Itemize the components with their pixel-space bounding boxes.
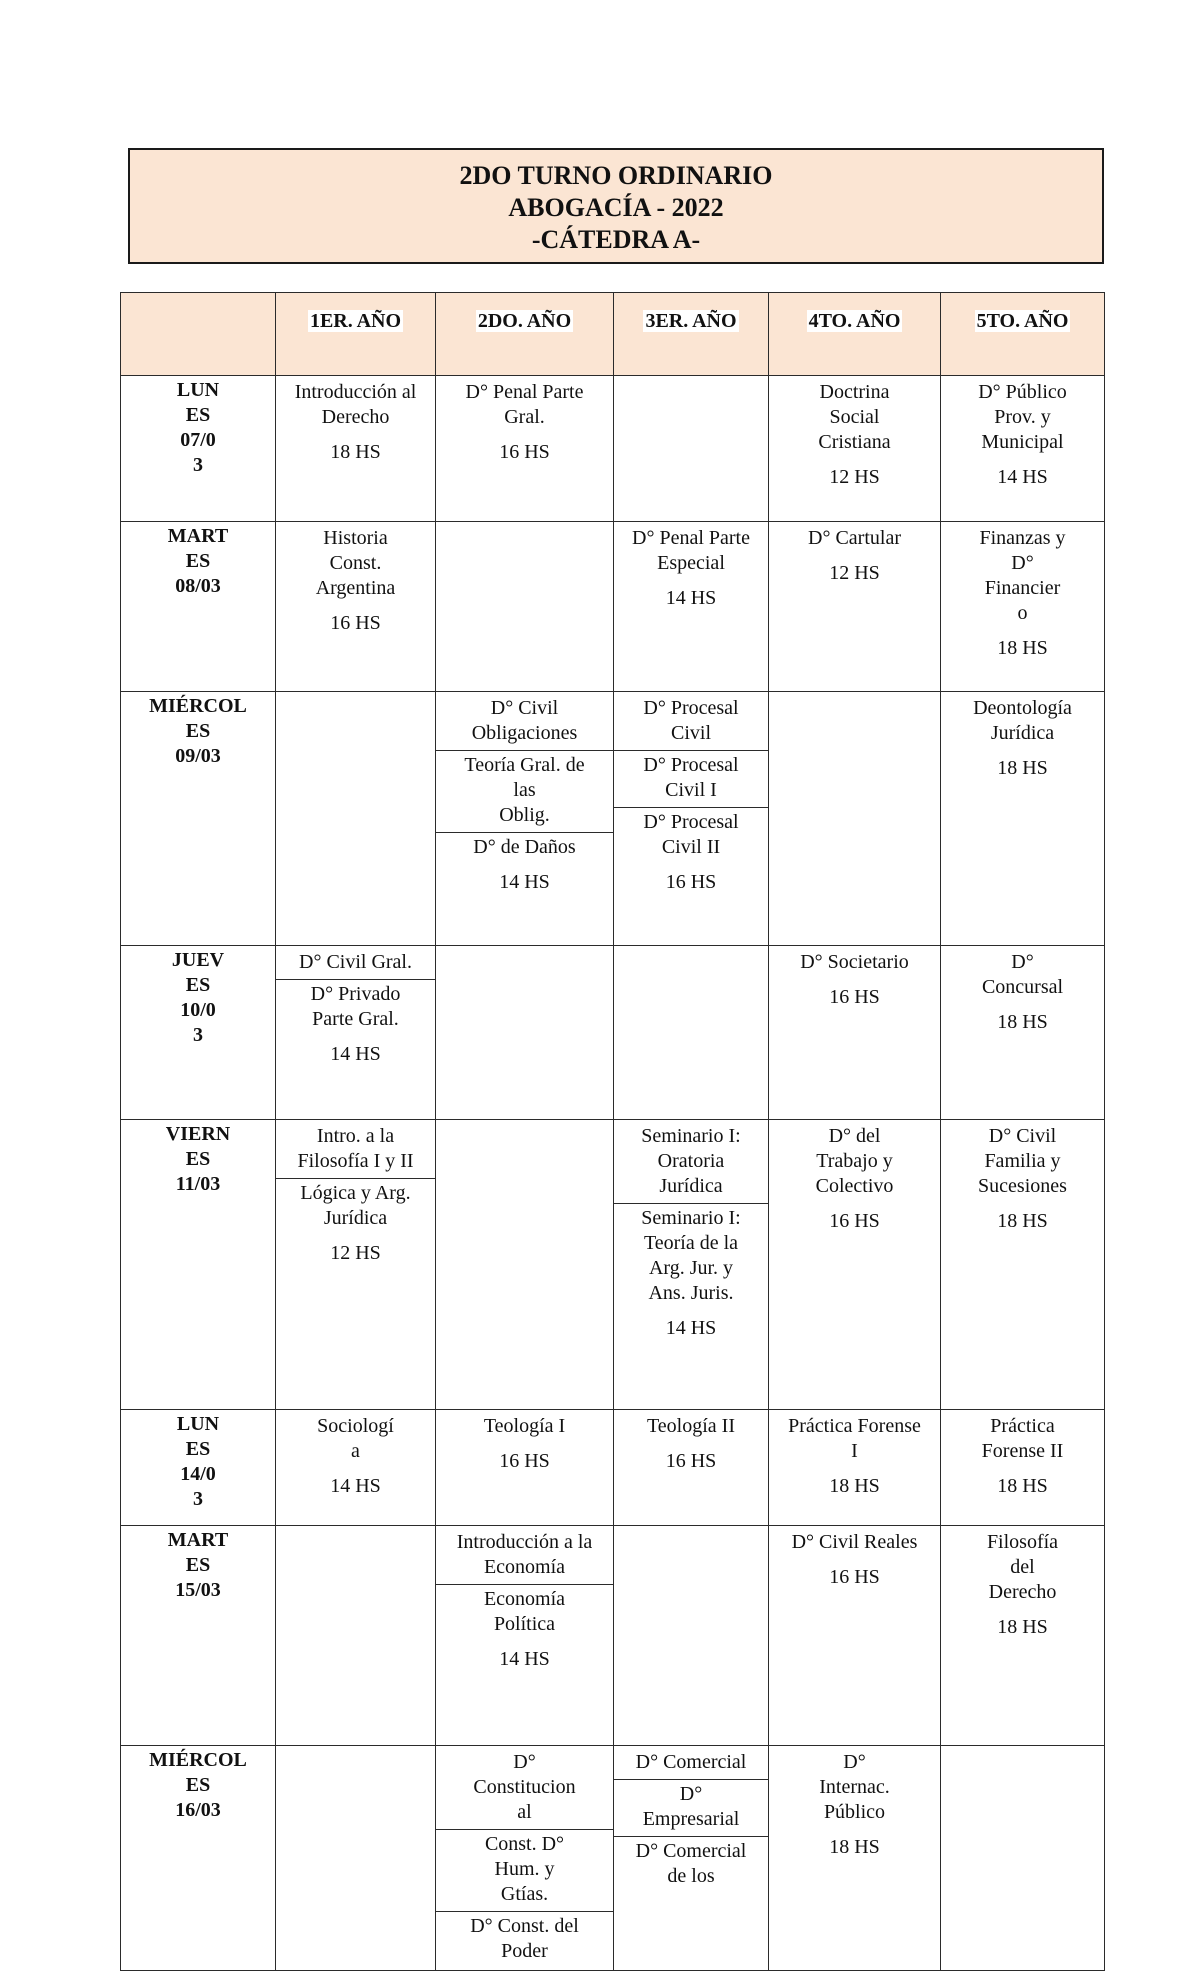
subject-name-line: o [1017,602,1028,624]
subject-name-line: D° Const. del [470,1915,579,1937]
subject-cell [769,1526,941,1746]
subject-cell [276,376,436,522]
subject-name-line: D° del [828,1125,881,1147]
schedule-table [120,292,1105,1971]
exam-time: 14 HS [665,1317,717,1339]
exam-time: 14 HS [499,1648,550,1670]
day-label-line: 11/03 [175,1173,221,1195]
subject-cell [769,1746,941,1971]
day-label-line: ES [185,974,211,996]
title-line-2: ABOGACÍA - 2022 [508,193,724,222]
subject-name-line: Oratoria [657,1150,725,1172]
subject-name-line: Finanzas y [979,527,1066,549]
subject-cell [276,1526,436,1746]
exam-time: 12 HS [829,562,880,584]
schedule-row [121,1120,1105,1410]
subject-name-line: Arg. Jur. y [648,1257,734,1279]
subject-name-line: D° Penal Parte [632,527,750,549]
subject-name-line: Poder [501,1940,548,1962]
subject-name-line: Hum. y [494,1858,555,1880]
subject-entry [280,1412,431,1501]
subject-name-line: Seminario I: [641,1125,741,1147]
subject-name-line: Filosofía I y II [297,1150,414,1172]
day-label-line: ES [185,1438,211,1460]
subject-entry [440,378,609,467]
subject-name-line: de los [667,1865,715,1887]
subject-cell [436,1410,614,1526]
subject-cell [436,692,614,946]
subject-cell [941,946,1105,1120]
exam-time: 16 HS [499,1450,550,1472]
subject-name-line: Civil II [661,836,721,858]
subject-cell [769,692,941,946]
subject-cell [941,522,1105,692]
day-label-line: LUN [176,379,220,401]
day-label-line: MART [167,525,229,547]
subject-name-line: Sucesiones [978,1175,1067,1197]
subject-name-line: I [851,1440,858,1462]
subject-entry [773,1528,936,1592]
subject-name-line: D° Público [978,381,1067,403]
subject-name-line: Jurídica [323,1207,388,1229]
subject-name-line: D° Procesal [643,811,739,833]
subject-name-line: del [1010,1556,1035,1578]
exam-time: 18 HS [829,1475,880,1497]
subject-name-line: las [513,779,536,801]
subject-name-line: D° [679,1783,703,1805]
day-label-line: MIÉRCOL [149,1749,247,1771]
title-line-3: -CÁTEDRA A- [531,225,701,254]
subject-cell [614,1746,769,1971]
subject-entry [614,1122,768,1204]
schedule-row [121,946,1105,1120]
subject-cell [614,946,769,1120]
subject-entry [614,1748,768,1780]
exam-time: 18 HS [997,1210,1048,1232]
day-cell [121,692,276,946]
subject-entry [614,694,768,751]
subject-entry [945,524,1100,663]
subject-entry [614,808,768,899]
subject-entry [276,980,435,1071]
subject-entry [276,1122,435,1179]
subject-cell [436,1120,614,1410]
subject-name-line: Obligaciones [471,722,578,744]
subject-name-line: Colectivo [815,1175,894,1197]
subject-name-line: Derecho [321,406,390,428]
subject-entry [280,524,431,638]
day-label-line: 08/03 [175,575,221,597]
day-cell [121,522,276,692]
subject-entry [440,1412,609,1476]
subject-entry [436,1528,613,1585]
day-label-line: 16/03 [175,1799,221,1821]
subject-name-line: D° Societario [800,951,909,973]
subject-entry [618,524,764,613]
subject-cell [941,1120,1105,1410]
day-cell [121,1526,276,1746]
exam-time: 14 HS [665,587,717,609]
subject-cell [614,522,769,692]
subject-cell [276,692,436,946]
schedule-row [121,522,1105,692]
subject-name-line: Lógica y Arg. [300,1182,411,1204]
subject-name-line: Argentina [315,577,396,599]
subject-name-line: Intro. a la [316,1125,395,1147]
subject-name-line: Especial [657,552,725,574]
subject-name-line: D° Comercial [635,1840,747,1862]
day-label-line: VIERN [165,1123,231,1145]
subject-entry [773,524,936,588]
subject-name-line: Internac. [819,1776,890,1798]
subject-name-line: Economía [483,1588,566,1610]
subject-name-line: D° [843,1751,866,1773]
subject-name-line: D° Cartular [808,527,901,549]
header-year-1: 1ER. AÑO [276,293,436,376]
subject-name-line: Civil I [665,779,717,801]
day-label-line: 10/0 [180,999,216,1021]
day-label-line: 09/03 [175,745,221,767]
day-label-line: 14/0 [180,1463,216,1485]
subject-cell [276,946,436,1120]
exam-time: 16 HS [829,1210,880,1232]
subject-name-line: Empresarial [642,1808,740,1830]
day-label-line: 3 [193,1024,203,1046]
exam-time: 16 HS [829,986,880,1008]
subject-name-line: Constitucion [473,1776,576,1798]
day-label-line: 07/0 [180,429,216,451]
header-year-5: 5TO. AÑO [941,293,1105,376]
day-cell [121,946,276,1120]
subject-cell [614,376,769,522]
header-row [121,293,1105,376]
subject-name-line: Economía [483,1556,566,1578]
subject-entry [436,694,613,751]
header-day-column [121,293,276,376]
subject-name-line: Introducción al [294,381,417,403]
title-line-1: 2DO TURNO ORDINARIO [459,161,773,190]
exam-time: 14 HS [330,1475,381,1497]
subject-name-line: Oblig. [499,804,550,826]
subject-entry [773,1748,936,1862]
subject-name-line: Forense II [981,1440,1064,1462]
exam-time: 16 HS [499,441,550,463]
subject-cell [769,522,941,692]
subject-name-line: a [351,1440,360,1462]
subject-name-line: Deontología [973,697,1072,719]
subject-name-line: Ans. Juris. [648,1282,734,1304]
schedule-row [121,1410,1105,1526]
subject-name-line: Familia y [984,1150,1061,1172]
subject-name-line: Trabajo y [816,1150,893,1172]
subject-name-line: Historia [323,527,388,549]
subject-entry [276,948,435,980]
subject-name-line: Sociologí [317,1415,394,1437]
day-label-line: MIÉRCOL [149,695,247,717]
subject-cell [614,692,769,946]
exam-time: 18 HS [829,1836,880,1858]
exam-time: 16 HS [665,871,717,893]
exam-time: 14 HS [499,871,550,893]
subject-name-line: Social [829,406,880,428]
subject-name-line: Parte Gral. [312,1008,399,1030]
day-cell [121,1746,276,1971]
subject-cell [769,1410,941,1526]
schedule-row [121,692,1105,946]
exam-time: 18 HS [997,757,1048,779]
subject-name-line: Prov. y [994,406,1051,428]
subject-cell [941,376,1105,522]
exam-time: 16 HS [665,1450,717,1472]
subject-entry [436,833,613,899]
day-cell [121,1120,276,1410]
day-label-line: ES [185,550,211,572]
subject-cell [276,1746,436,1971]
exam-time: 16 HS [330,612,381,634]
subject-entry [773,948,936,1012]
day-label-line: JUEV [171,949,225,971]
subject-entry [945,1528,1100,1642]
subject-cell [436,1526,614,1746]
subject-entry [276,1179,435,1270]
subject-cell [941,1410,1105,1526]
subject-name-line: Teología II [646,1415,735,1437]
subject-name-line: Seminario I: [641,1207,741,1229]
day-label-line: ES [185,404,211,426]
subject-cell [276,1120,436,1410]
exam-time: 18 HS [997,1616,1048,1638]
header-year-2: 2DO. AÑO [436,293,614,376]
subject-name-line: Política [493,1613,556,1635]
subject-cell [614,1120,769,1410]
day-cell [121,1410,276,1526]
exam-time: 16 HS [829,1566,880,1588]
subject-name-line: D° Civil [490,697,559,719]
subject-name-line: D° [1011,951,1034,973]
subject-name-line: Const. [329,552,382,574]
subject-name-line: Cristiana [818,431,891,453]
schedule-row [121,376,1105,522]
subject-cell [769,1120,941,1410]
document-title-box [128,148,1104,264]
day-label-line: MART [167,1529,229,1551]
subject-entry [614,1204,768,1345]
exam-time: 18 HS [997,1011,1048,1033]
subject-name-line: Teoría de la [643,1232,739,1254]
subject-entry [614,751,768,808]
subject-cell [941,692,1105,946]
subject-entry [945,948,1100,1037]
subject-cell [614,1410,769,1526]
schedule-row [121,1746,1105,1971]
subject-name-line: Filosofía [986,1531,1059,1553]
exam-time: 12 HS [330,1242,381,1264]
subject-cell [769,376,941,522]
subject-name-line: Municipal [981,431,1064,453]
subject-name-line: Práctica Forense [788,1415,921,1437]
schedule-row [121,1526,1105,1746]
subject-name-line: Doctrina [819,381,890,403]
day-label-line: ES [185,1148,211,1170]
subject-entry [618,1412,764,1476]
subject-name-line: Público [823,1801,886,1823]
subject-cell [614,1526,769,1746]
subject-entry [945,694,1100,783]
day-label-line: ES [185,1554,211,1576]
subject-name-line: D° Privado [310,983,401,1005]
subject-name-line: D° [513,1751,536,1773]
subject-entry [436,1748,613,1830]
subject-name-line: Teología I [483,1415,566,1437]
subject-cell [769,946,941,1120]
subject-name-line: D° Comercial [635,1751,747,1773]
subject-entry [773,1412,936,1501]
subject-name-line: D° Procesal [643,754,739,776]
subject-entry [436,1585,613,1676]
subject-name-line: D° de Daños [473,836,576,858]
subject-cell [436,1746,614,1971]
subject-entry [614,1780,768,1837]
subject-entry [280,378,431,467]
subject-entry [945,378,1100,492]
subject-entry [436,1830,613,1912]
subject-name-line: Teoría Gral. de [464,754,585,776]
header-year-4: 4TO. AÑO [769,293,941,376]
exam-time: 18 HS [997,1475,1048,1497]
subject-entry [436,751,613,833]
subject-name-line: Const. D° [484,1833,565,1855]
subject-name-line: D° Civil Gral. [299,951,412,973]
subject-entry [773,378,936,492]
subject-name-line: Jurídica [659,1175,723,1197]
subject-name-line: D° Penal Parte [465,381,584,403]
subject-name-line: Práctica [990,1415,1055,1437]
subject-name-line: D° Procesal [643,697,739,719]
exam-time: 18 HS [330,441,381,463]
subject-cell [276,522,436,692]
day-label-line: 3 [193,1488,203,1510]
subject-name-line: Jurídica [990,722,1055,744]
subject-name-line: al [517,1801,532,1823]
subject-name-line: Gtías. [500,1883,549,1905]
subject-entry [945,1412,1100,1501]
day-label-line: 3 [193,454,203,476]
subject-name-line: D° Civil [988,1125,1057,1147]
subject-cell [941,1526,1105,1746]
schedule-body [121,376,1105,1971]
exam-time: 18 HS [997,637,1048,659]
subject-name-line: Derecho [988,1581,1057,1603]
subject-name-line: Gral. [504,406,545,428]
subject-cell [276,1410,436,1526]
day-label-line: LUN [176,1413,220,1435]
subject-entry [945,1122,1100,1236]
subject-name-line: D° [1011,552,1034,574]
subject-name-line: Concursal [981,976,1064,998]
subject-name-line: Financier [984,577,1061,599]
day-label-line: ES [185,720,211,742]
exam-time: 14 HS [997,466,1048,488]
day-label-line: ES [185,1774,211,1796]
subject-name-line: Introducción a la [456,1531,593,1553]
subject-name-line: Civil [670,722,711,744]
exam-time: 12 HS [829,466,880,488]
subject-entry [773,1122,936,1236]
exam-time: 14 HS [330,1043,381,1065]
day-label-line: 15/03 [175,1579,221,1601]
subject-entry [614,1837,768,1893]
subject-cell [436,522,614,692]
header-year-3: 3ER. AÑO [614,293,769,376]
subject-cell [436,376,614,522]
subject-name-line: D° Civil Reales [791,1531,918,1553]
subject-cell [436,946,614,1120]
subject-entry [436,1912,613,1968]
day-cell [121,376,276,522]
subject-cell [941,1746,1105,1971]
